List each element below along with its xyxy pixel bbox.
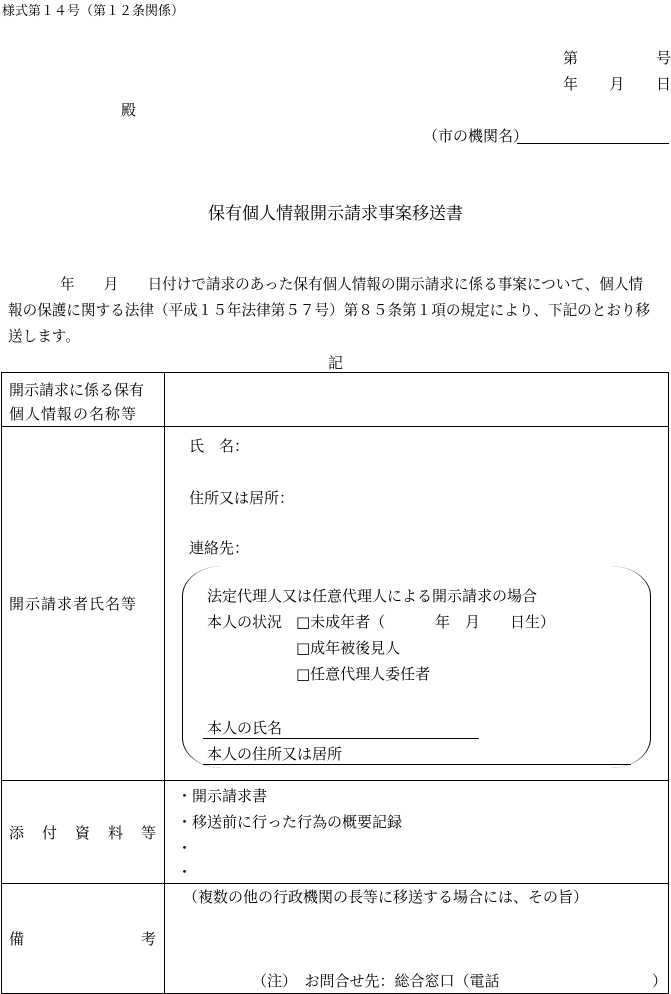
attachment-item: ・: [177, 863, 193, 881]
document-number-dai: 第: [563, 49, 579, 67]
attachment-item: ・開示請求書: [177, 787, 268, 805]
voluntary-agent-checkbox[interactable]: □任意代理人委任者: [296, 665, 431, 683]
main-table: [1, 372, 669, 994]
footer-note: （注） お問合せ先：総合窓口（電話: [252, 972, 500, 990]
principal-status-label: 本人の状況: [207, 613, 283, 631]
row3-label-text: [2, 822, 164, 843]
row2-label: [2, 427, 165, 781]
row1-label-line1: 開示請求に係る保有: [9, 381, 145, 399]
row1-label-line2: 個人情報の名称等: [9, 405, 138, 423]
footer-close: ）: [652, 972, 668, 990]
requester-cell: [165, 427, 669, 781]
principal-name-label: 本人の氏名: [207, 719, 283, 737]
date-year: 年: [563, 75, 579, 93]
issuer-label: （市の機関名）: [423, 127, 529, 145]
body-text: [8, 272, 668, 350]
table-row: [2, 781, 669, 884]
row3-label-char: 資: [74, 823, 90, 842]
body-line-1: 年 月 日付けで請求のあった保有個人情報の開示請求に係る事案について、個人情: [60, 276, 644, 293]
requester-address-label: 住所又は居所：: [189, 489, 295, 507]
row3-label-char: 等: [140, 823, 156, 842]
attachment-item: ・: [177, 839, 193, 857]
attachment-item: ・移送前に行った行為の概要記録: [177, 813, 403, 831]
requester-contact-label: 連絡先：: [189, 539, 250, 557]
principal-name-line[interactable]: [203, 738, 479, 739]
row4-label: [2, 884, 165, 994]
table-row: [2, 373, 669, 427]
table-row: [2, 427, 669, 781]
row3-label: [2, 781, 165, 884]
agent-heading: 法定代理人又は任意代理人による開示請求の場合: [207, 587, 538, 605]
date-month: 月: [609, 75, 625, 93]
body-line-2: 報の保護に関する法律（平成１５年法律第５７号）第８５条第１項の規定により、下記のとおり移: [8, 302, 651, 319]
adult-ward-checkbox[interactable]: □成年被後見人: [296, 639, 401, 657]
remarks-note: （複数の他の行政機関の長等に移送する場合には、その旨）: [183, 888, 589, 906]
row2-label-text: 開示請求者氏名等: [9, 595, 138, 613]
body-line-3: 送します。: [8, 328, 80, 345]
form-number: 様式第１４号（第１２条関係）: [2, 4, 185, 19]
row1-label: [2, 373, 165, 427]
row4-label-char: 考: [140, 930, 156, 948]
requester-name-label: 氏 名：: [189, 437, 250, 455]
ki-heading: 記: [327, 354, 343, 372]
info-name-cell[interactable]: [165, 373, 669, 427]
document-number: [563, 47, 671, 68]
row4-label-char: 備: [9, 930, 25, 948]
row3-label-char: 添: [9, 823, 25, 842]
minor-birthdate: 年 月 日生）: [435, 613, 556, 631]
issuer-underline: [517, 143, 669, 144]
document-date: [563, 73, 671, 94]
minor-checkbox[interactable]: □未成年者（: [296, 613, 386, 631]
row4-label-text: [2, 928, 164, 949]
principal-address-label: 本人の住所又は居所: [207, 745, 343, 763]
page-title: 保有個人情報開示請求事案移送書: [208, 204, 463, 224]
date-day: 日: [655, 75, 671, 93]
addressee: 殿: [121, 101, 137, 119]
row3-label-char: 付: [41, 823, 57, 842]
principal-address-line[interactable]: [203, 764, 631, 765]
row3-label-char: 料: [107, 823, 123, 842]
document-number-go: 号: [655, 49, 671, 67]
attachments-cell: [165, 781, 669, 884]
